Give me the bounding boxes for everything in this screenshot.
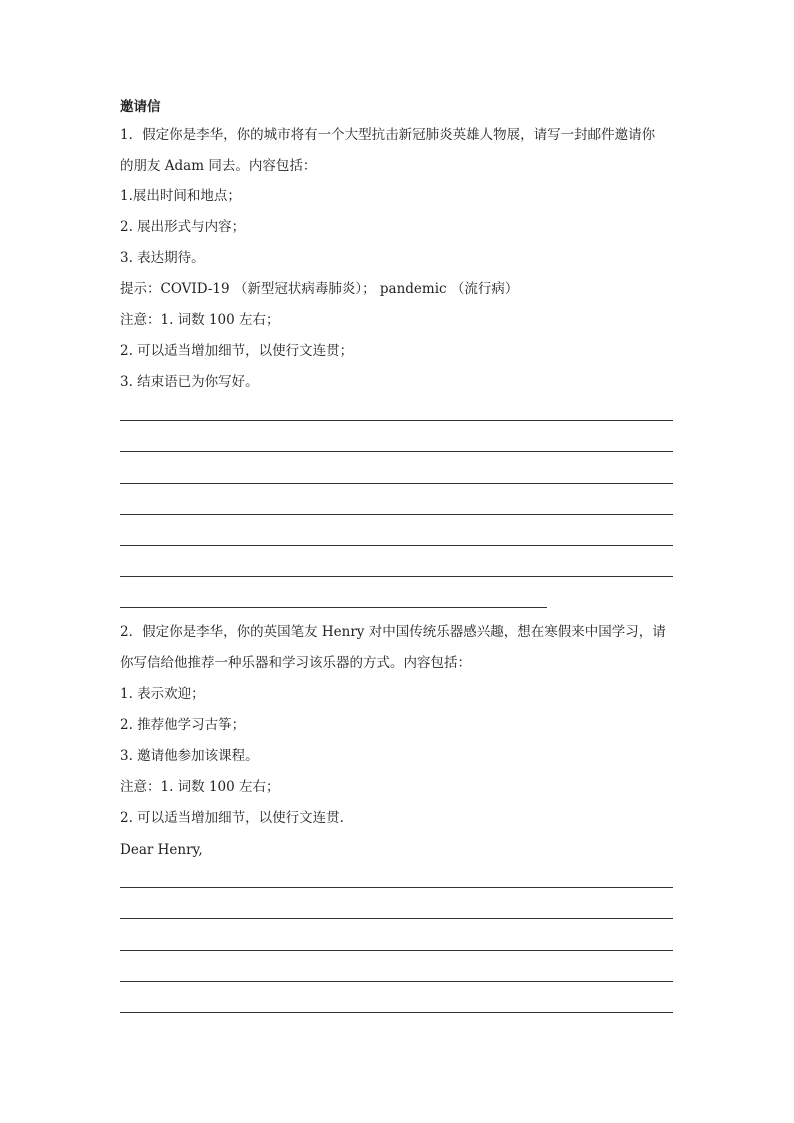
task2-note-1: 注意：1. 词数 100 左右；	[120, 779, 280, 795]
writing-line[interactable]	[120, 918, 673, 919]
task1-prompt-line-2: 的朋友 Adam 同去。内容包括：	[120, 158, 317, 174]
task2-point-2: 2. 推荐他学习古筝；	[120, 717, 246, 733]
task1-note-2: 2. 可以适当增加细节，以使行文连贯；	[120, 343, 354, 359]
writing-line[interactable]	[120, 887, 673, 888]
writing-line[interactable]	[120, 545, 673, 546]
task1-point-1: 1.展出时间和地点；	[120, 188, 241, 204]
writing-line[interactable]	[120, 576, 673, 577]
writing-line[interactable]	[120, 950, 673, 951]
task1-note-1: 注意：1. 词数 100 左右；	[120, 312, 280, 328]
task2-point-1: 1. 表示欢迎；	[120, 686, 205, 702]
writing-line[interactable]	[120, 607, 547, 608]
task2-note-2: 2. 可以适当增加细节，以使行文连贯.	[120, 810, 344, 826]
task2-prompt-line-2: 你写信给他推荐一种乐器和学习该乐器的方式。内容包括：	[120, 655, 471, 671]
letter-salutation: Dear Henry,	[120, 842, 203, 858]
task1-point-2: 2. 展出形式与内容；	[120, 219, 246, 235]
writing-line[interactable]	[120, 483, 673, 484]
task1-hint: 提示：COVID-19 （新型冠状病毒肺炎）； pandemic （流行病）	[120, 281, 519, 297]
writing-line[interactable]	[120, 451, 673, 452]
writing-line[interactable]	[120, 514, 673, 515]
task1-point-3: 3. 表达期待。	[120, 250, 205, 266]
writing-line[interactable]	[120, 420, 673, 421]
writing-line[interactable]	[120, 1012, 673, 1013]
task2-prompt-line-1: 2．假定你是李华，你的英国笔友 Henry 对中国传统乐器感兴趣，想在寒假来中国学习，请	[120, 624, 666, 640]
writing-line[interactable]	[120, 981, 673, 982]
task2-point-3: 3. 邀请他参加该课程。	[120, 748, 259, 764]
task1-prompt-line-1: 1．假定你是李华，你的城市将有一个大型抗击新冠肺炎英雄人物展，请写一封邮件邀请你	[120, 127, 656, 143]
task1-note-3: 3. 结束语已为你写好。	[120, 374, 259, 390]
document-title: 邀请信	[120, 99, 161, 115]
